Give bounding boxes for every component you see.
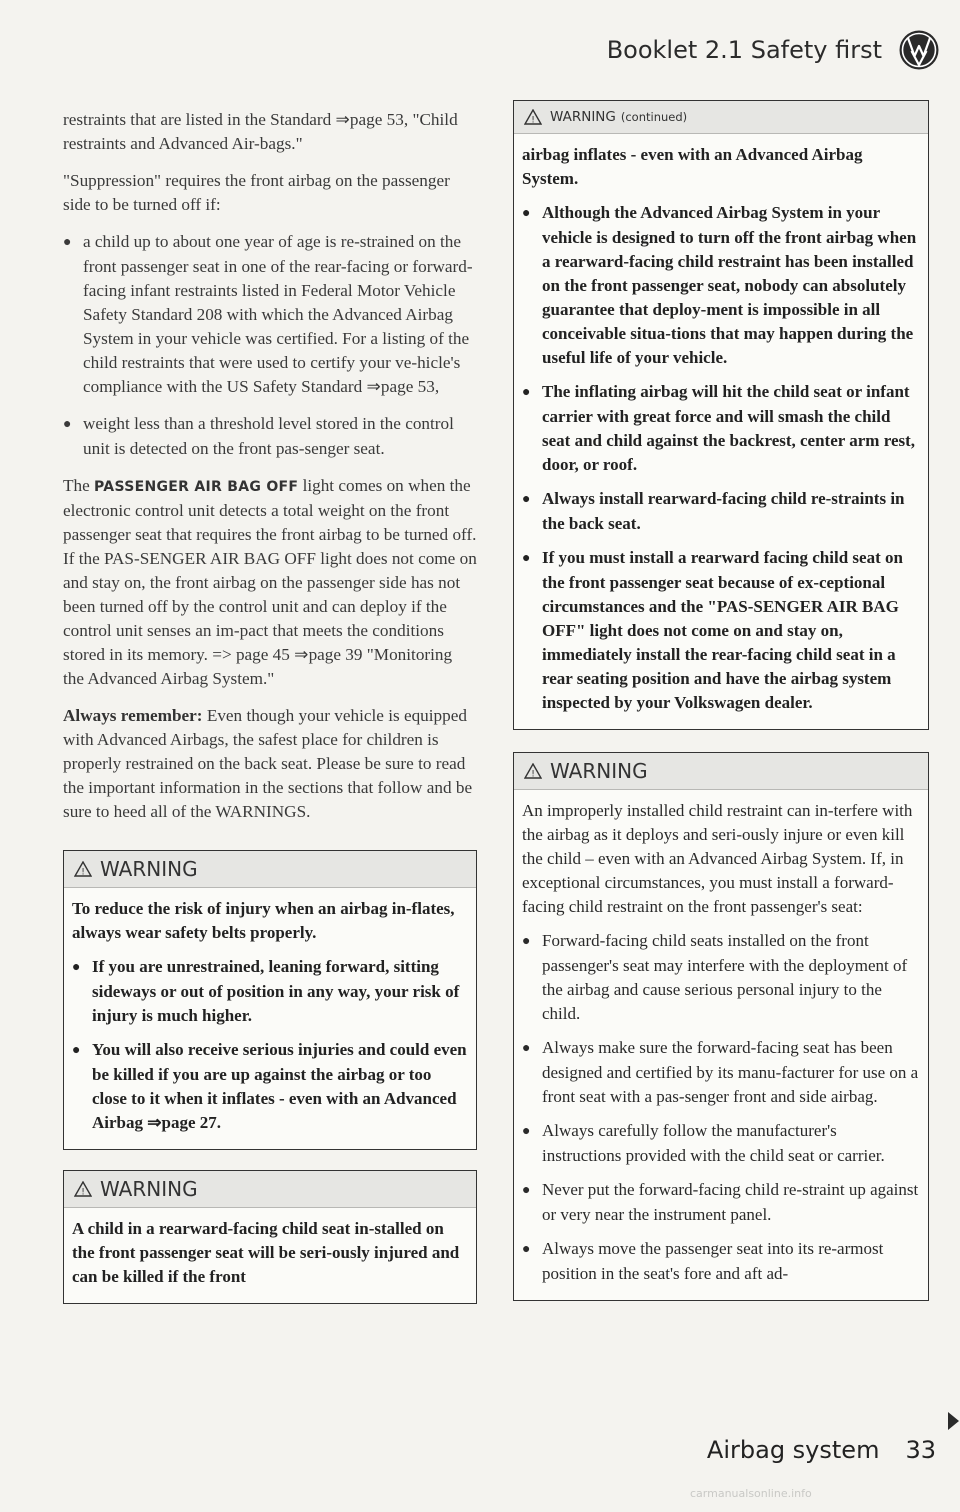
warning-intro: An improperly installed child restraint can in-terfere with the airbag as it deploys and seri-ously injure or even kill the child – even with an Advanced Airbag System. If, in exceptional circumstances, you must install a forward-facing child restraint on the front passenger's seat:	[522, 801, 913, 916]
list-item: ● The inflating airbag will hit the child seat or infant carrier with great force and will smash the child seat and child against the backrest, center arm rest, door, or roof.	[522, 382, 916, 474]
warning-label: WARNING	[100, 857, 198, 881]
warning-triangle-icon	[524, 109, 542, 125]
list-item: ● a child up to about one year of age is re-strained on the front passenger seat in one of the rear-facing or forward-facing infant restraints listed in Federal Motor Vehicle Safety Standard 208 with which the Advanced Airbag System in your vehicle was certified. For a listing of the child restraints that were used to certify your ve-hicle's compliance with the US Safety Standard ⇒page 53,	[63, 232, 473, 396]
section-title: Airbag system	[706, 1436, 880, 1464]
warning-body	[64, 888, 476, 1149]
bullet-icon: ●	[522, 206, 531, 221]
warning-label: WARNING	[550, 759, 648, 783]
bullet-icon: ●	[522, 492, 531, 507]
warning-intro: To reduce the risk of injury when an airbag in-flates, always wear safety belts properly.	[72, 899, 455, 942]
page-footer	[696, 1436, 936, 1464]
warning-triangle-icon	[74, 1181, 92, 1197]
warning-label: WARNING	[100, 1177, 198, 1201]
warning-intro: A child in a rearward-facing child seat in-stalled on the front passenger seat will be seri-ously injured and can be killed if the front	[72, 1219, 460, 1286]
svg-text:!: !	[81, 1187, 85, 1197]
warning-box	[63, 1170, 477, 1304]
warning-box	[513, 752, 929, 1301]
list-item: ● weight less than a threshold level stored in the control unit is detected on the front pas-senger seat.	[63, 414, 454, 458]
warning-body	[514, 134, 928, 729]
list-item: ● Always make sure the forward-facing seat has been designed and certified by its manu-facturer for use on a front seat with a pas-senger front and side airbag.	[522, 1038, 919, 1106]
passenger-airbag-off-label: PASSENGER AIR BAG OFF	[94, 479, 299, 495]
warning-triangle-icon	[524, 763, 542, 779]
right-column	[513, 100, 929, 1321]
page-number: 33	[905, 1436, 936, 1464]
page-header	[500, 20, 940, 80]
warning-body	[64, 1208, 476, 1303]
bullet-icon: ●	[63, 417, 72, 432]
bullet-icon: ●	[63, 235, 72, 250]
vw-logo-icon	[898, 29, 940, 71]
list-item: ● Always carefully follow the manufacturer's instructions provided with the child seat or carrier.	[522, 1121, 885, 1165]
passenger-airbag-paragraph: The PASSENGER AIR BAG OFF light comes on when the electronic control unit detects a total weight on the front passenger seat that requires the front airbag to be turned off. If the PAS-SENGER AIR BAG OFF light does not come on and stay on, the front airbag on the passenger side has not been turned off by the control unit and can deploy if the control unit senses an im-pact that meets the conditions stored in its memory. => page 45 ⇒page 39 "Monitoring the Advanced Airbag System."	[63, 476, 477, 688]
continued-label: (continued)	[620, 110, 688, 124]
left-column	[63, 108, 477, 1324]
warning-header	[64, 1171, 476, 1208]
svg-text:!: !	[531, 769, 535, 779]
list-item: ● You will also receive serious injuries and could even be killed if you are up against the airbag or too close to it when it inflates - even with an Advanced Airbag ⇒page 27.	[72, 1040, 467, 1132]
list-item: ● Forward-facing child seats installed on the front passenger's seat may interfere with the deployment of the airbag and cause serious personal injury to the child.	[522, 931, 908, 1023]
warning-header	[514, 101, 928, 134]
list-item: ● Always move the passenger seat into its re-armost position in the seat's fore and aft ad-	[522, 1239, 884, 1283]
warning-box	[63, 850, 477, 1150]
watermark-text: carmanualsonline.info	[690, 1487, 812, 1500]
bullet-icon: ●	[522, 551, 531, 566]
bullet-icon: ●	[522, 385, 531, 400]
warning-triangle-icon	[74, 861, 92, 877]
warning-header	[64, 851, 476, 888]
bullet-icon: ●	[522, 1183, 531, 1198]
warning-label: WARNING	[550, 109, 616, 125]
list-item: ● Although the Advanced Airbag System in your vehicle is designed to turn off the front airbag when a rearward-facing child restraint has been installed on the front passenger seat, nobody can absolutely guarantee that deploy-ment is impossible in all conceivable situa-tions that may happen during the useful life of your vehicle.	[522, 203, 917, 367]
remember-lead: Always remember:	[63, 706, 203, 725]
bullet-icon: ●	[522, 1124, 531, 1139]
svg-text:!: !	[531, 115, 535, 125]
warning-body	[514, 790, 928, 1300]
warning-header	[514, 753, 928, 790]
booklet-title: Booklet 2.1 Safety first	[606, 36, 882, 64]
warning-intro: airbag inflates - even with an Advanced Airbag System.	[522, 145, 863, 188]
next-page-arrow-icon	[948, 1412, 959, 1430]
list-item: ● If you are unrestrained, leaning forward, sitting sideways or out of position in any way, your risk of injury is much higher.	[72, 957, 460, 1025]
remember-paragraph: Always remember: Even though your vehicle is equipped with Advanced Airbags, the safest place for children is properly restrained on the back seat. Please be sure to read the important information in the sections that follow and be sure to heed all of the WARNINGS.	[63, 706, 473, 821]
list-item: ● If you must install a rearward facing child seat on the front passenger seat because of ex-ceptional circumstances and the "PAS-SENGER AIR BAG OFF" light does not come on and stay on, immediately install the rear-facing child seat in a rear seating position and have the airbag system inspected by your Volkswagen dealer.	[522, 548, 903, 712]
list-item: ● Always install rearward-facing child re-straints in the back seat.	[522, 489, 905, 533]
warning-box-continued	[513, 100, 929, 730]
list-item: ● Never put the forward-facing child re-straint up against or very near the instrument panel.	[522, 1180, 919, 1224]
intro-paragraph: restraints that are listed in the Standard ⇒page 53, "Child restraints and Advanced Air-bags."	[63, 110, 458, 153]
bullet-icon: ●	[522, 1242, 531, 1257]
bullet-icon: ●	[522, 934, 531, 949]
svg-text:!: !	[81, 867, 85, 877]
bullet-icon: ●	[72, 1043, 81, 1058]
bullet-icon: ●	[72, 960, 81, 975]
bullet-icon: ●	[522, 1041, 531, 1056]
suppression-paragraph: "Suppression" requires the front airbag on the passenger side to be turned off if:	[63, 171, 450, 214]
